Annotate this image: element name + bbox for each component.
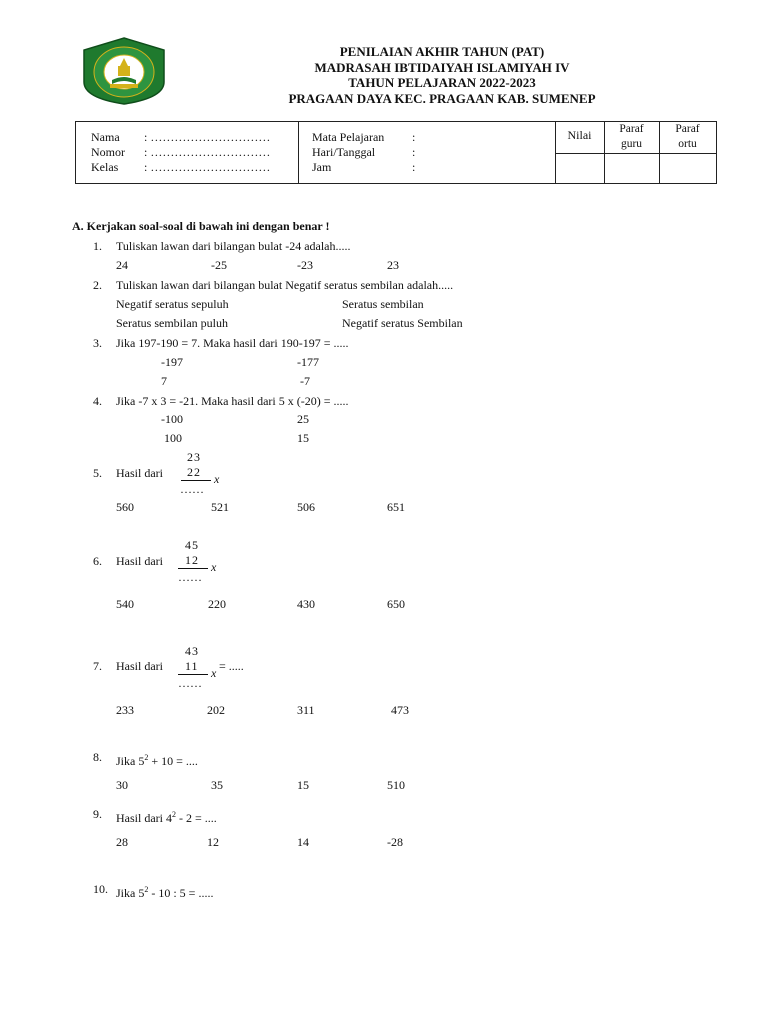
question-number: 7.: [93, 659, 102, 673]
option[interactable]: Seratus sembilan: [342, 297, 424, 311]
option[interactable]: 560: [116, 500, 134, 514]
option[interactable]: -197: [161, 355, 183, 369]
question-text: [116, 882, 213, 901]
nilai-label: Nilai: [567, 128, 592, 142]
option[interactable]: 430: [297, 597, 315, 611]
exponent: 2: [172, 810, 176, 819]
multiplier: 11: [185, 659, 199, 673]
paraf-guru-label: [604, 122, 659, 152]
paraf-guru-line-2: guru: [620, 138, 643, 150]
question-text: Hasil dari: [116, 466, 163, 480]
option[interactable]: 650: [387, 597, 405, 611]
header-line-1: PENILAIAN AKHIR TAHUN (PAT): [339, 44, 545, 59]
question-number: 8.: [93, 750, 102, 764]
exponent: 2: [144, 885, 149, 894]
identity-table: [75, 121, 717, 184]
nomor-label: Nomor: [91, 145, 125, 159]
question-text: [116, 750, 198, 769]
hari-label: Hari/Tanggal: [312, 145, 376, 159]
question-number: 10.: [93, 882, 108, 896]
option[interactable]: -177: [297, 355, 319, 369]
option[interactable]: 15: [297, 431, 309, 445]
exponent: 2: [144, 753, 149, 762]
option[interactable]: 25: [297, 412, 309, 426]
question-number: 3.: [93, 336, 102, 350]
option[interactable]: 473: [391, 703, 409, 717]
option[interactable]: 100: [164, 431, 182, 445]
option[interactable]: 30: [116, 778, 128, 792]
question-text: Hasil dari: [116, 554, 163, 568]
kelas-label: Kelas: [91, 160, 119, 174]
question-number: 9.: [93, 807, 102, 821]
question-text: Tuliskan lawan dari bilangan bulat Negatif seratus sembilan adalah.....: [116, 278, 454, 292]
option[interactable]: -25: [211, 258, 227, 272]
multiplier: 12: [185, 553, 199, 567]
option[interactable]: 651: [387, 500, 405, 514]
question-text-start: Jika 5: [116, 754, 145, 768]
option[interactable]: 28: [116, 835, 128, 849]
nama-label: Nama: [91, 130, 120, 144]
question-text-end: + 10 = ....: [148, 754, 198, 768]
times-sign: x: [211, 666, 217, 680]
school-emblem-icon: [80, 36, 168, 106]
option[interactable]: -100: [161, 412, 183, 426]
option[interactable]: 15: [297, 778, 309, 792]
question-text: [116, 807, 217, 826]
kelas-field[interactable]: : …………………………: [144, 160, 271, 174]
option[interactable]: Seratus sembilan puluh: [116, 316, 228, 330]
question-number: 6.: [93, 554, 102, 568]
multiplier: 22: [187, 465, 201, 479]
option[interactable]: 510: [387, 778, 405, 792]
option[interactable]: 506: [297, 500, 315, 514]
option[interactable]: 540: [116, 597, 134, 611]
option[interactable]: -28: [387, 835, 403, 849]
exam-header: [200, 44, 684, 106]
question-number: 4.: [93, 394, 102, 408]
multiplication-line: [178, 674, 208, 675]
option[interactable]: Negatif seratus Sembilan: [342, 316, 463, 330]
option[interactable]: 220: [208, 597, 226, 611]
option[interactable]: 35: [211, 778, 223, 792]
paraf-ortu-label: [659, 122, 716, 152]
question-text: Jika -7 x 3 = -21. Maka hasil dari 5 x (-20) = .....: [116, 394, 349, 408]
option[interactable]: 521: [211, 500, 229, 514]
nomor-field[interactable]: : …………………………: [144, 145, 271, 159]
multiplicand: 45: [185, 538, 199, 552]
option[interactable]: 7: [161, 374, 167, 388]
question-text-end: - 10 : 5 = .....: [148, 886, 214, 900]
question-text: Jika 197-190 = 7. Maka hasil dari 190-197 = .....: [116, 336, 349, 350]
paraf-ortu-line-1: Paraf: [675, 123, 700, 135]
hari-colon: :: [412, 145, 416, 159]
question-text: Tuliskan lawan dari bilangan bulat -24 adalah.....: [116, 239, 351, 253]
multiplication-line: [181, 480, 211, 481]
question-number: 2.: [93, 278, 102, 292]
times-sign: x: [211, 560, 217, 574]
question-text-start: Hasil dari 4: [116, 811, 172, 825]
option[interactable]: 14: [297, 835, 309, 849]
paraf-ortu-line-2: ortu: [678, 138, 697, 150]
nama-field[interactable]: : …………………………: [144, 130, 271, 144]
multiplicand: 23: [187, 450, 201, 464]
header-line-3: TAHUN PELAJARAN 2022-2023: [348, 75, 536, 90]
multiplicand: 43: [185, 644, 199, 658]
question-number: 1.: [93, 239, 102, 253]
option[interactable]: 23: [387, 258, 399, 272]
header-line-2: MADRASAH IBTIDAIYAH ISLAMIYAH IV: [314, 59, 570, 75]
option[interactable]: Negatif seratus sepuluh: [116, 297, 229, 311]
answer-dots: ……: [178, 676, 202, 690]
answer-dots: ……: [178, 570, 202, 584]
section-a-title: A. Kerjakan soal-soal di bawah ini dengan benar !: [72, 219, 330, 233]
option[interactable]: -23: [297, 258, 313, 272]
times-sign: x: [214, 472, 220, 486]
option[interactable]: 233: [116, 703, 134, 717]
paraf-guru-line-1: Paraf: [619, 123, 644, 135]
question-text: Hasil dari: [116, 659, 163, 673]
question-text-start: Jika 5: [116, 886, 145, 900]
answer-dots: ……: [180, 482, 204, 496]
option[interactable]: 24: [116, 258, 128, 272]
question-number: 5.: [93, 466, 102, 480]
equals-dots: = .....: [219, 659, 244, 673]
mapel-label: Mata Pelajaran: [312, 130, 385, 144]
table-divider: [555, 153, 716, 154]
jam-colon: :: [412, 160, 416, 174]
multiplication-line: [178, 568, 208, 569]
option[interactable]: -7: [300, 374, 310, 388]
option[interactable]: 202: [207, 703, 225, 717]
question-text-end: - 2 = ....: [176, 811, 217, 825]
jam-label: Jam: [312, 160, 332, 174]
option[interactable]: 12: [207, 835, 219, 849]
table-divider: [298, 122, 299, 183]
mapel-colon: :: [412, 130, 416, 144]
header-line-4: PRAGAAN DAYA KEC. PRAGAAN KAB. SUMENEP: [288, 90, 596, 106]
option[interactable]: 311: [297, 703, 315, 717]
